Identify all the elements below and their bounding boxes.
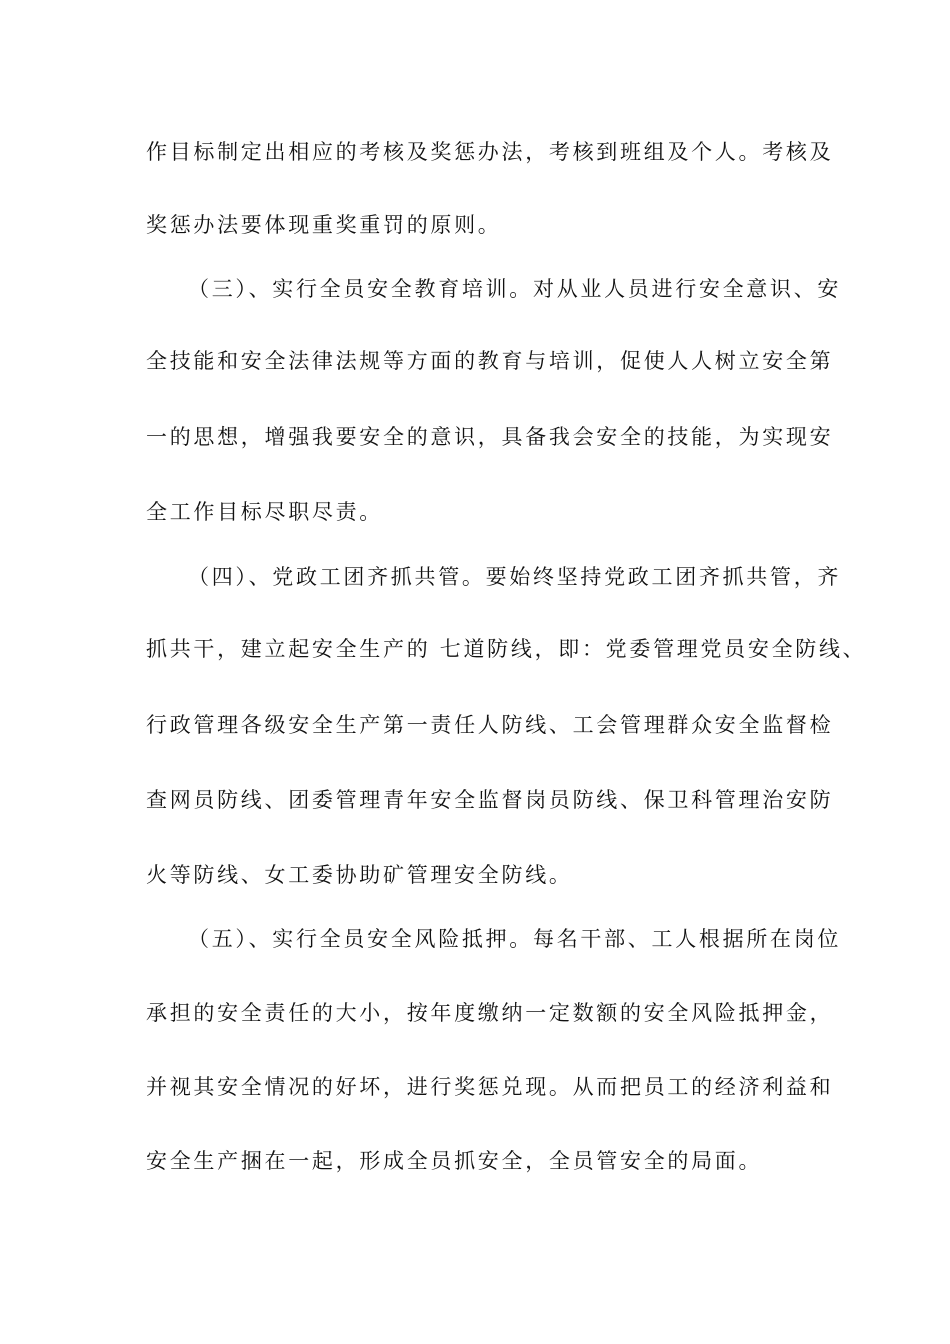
- text-line-6: 全工作目标尽职尽责。: [146, 500, 383, 524]
- text-line-15: 安全生产捆在一起，形成全员抓安全，全员管安全的局面。: [146, 1149, 763, 1173]
- paragraph-3-start: （三）、实行全员安全教育培训。对从业人员进行安全意识、安: [188, 277, 842, 301]
- text-line-11: 火等防线、女工委协助矿管理安全防线。: [146, 863, 573, 887]
- text-line-14: 并视其安全情况的好坏，进行奖惩兑现。从而把员工的经济利益和: [146, 1075, 834, 1099]
- text-line-4: 全技能和安全法律法规等方面的教育与培训，促使人人树立安全第: [146, 349, 834, 373]
- paragraph-4-start: （四）、党政工团齐抓共管。要始终坚持党政工团齐抓共管，齐: [188, 565, 842, 589]
- text-line-2: 奖惩办法要体现重奖重罚的原则。: [146, 213, 502, 237]
- paragraph-5-start: （五）、实行全员安全风险抵押。每名干部、工人根据所在岗位: [188, 927, 842, 951]
- text-line-1: 作目标制定出相应的考核及奖惩办法，考核到班组及个人。考核及: [146, 140, 834, 164]
- text-line-5: 一的思想，增强我要安全的意识，具备我会安全的技能，为实现安: [146, 425, 834, 449]
- text-line-9: 行政管理各级安全生产第一责任人防线、工会管理群众安全监督检: [146, 713, 834, 737]
- text-line-8: 抓共干，建立起安全生产的 七道防线，即：党委管理党员安全防线、: [146, 637, 867, 661]
- text-line-13: 承担的安全责任的大小，按年度缴纳一定数额的安全风险抵押金，: [146, 1001, 834, 1025]
- text-line-10: 查网员防线、团委管理青年安全监督岗员防线、保卫科管理治安防: [146, 788, 834, 812]
